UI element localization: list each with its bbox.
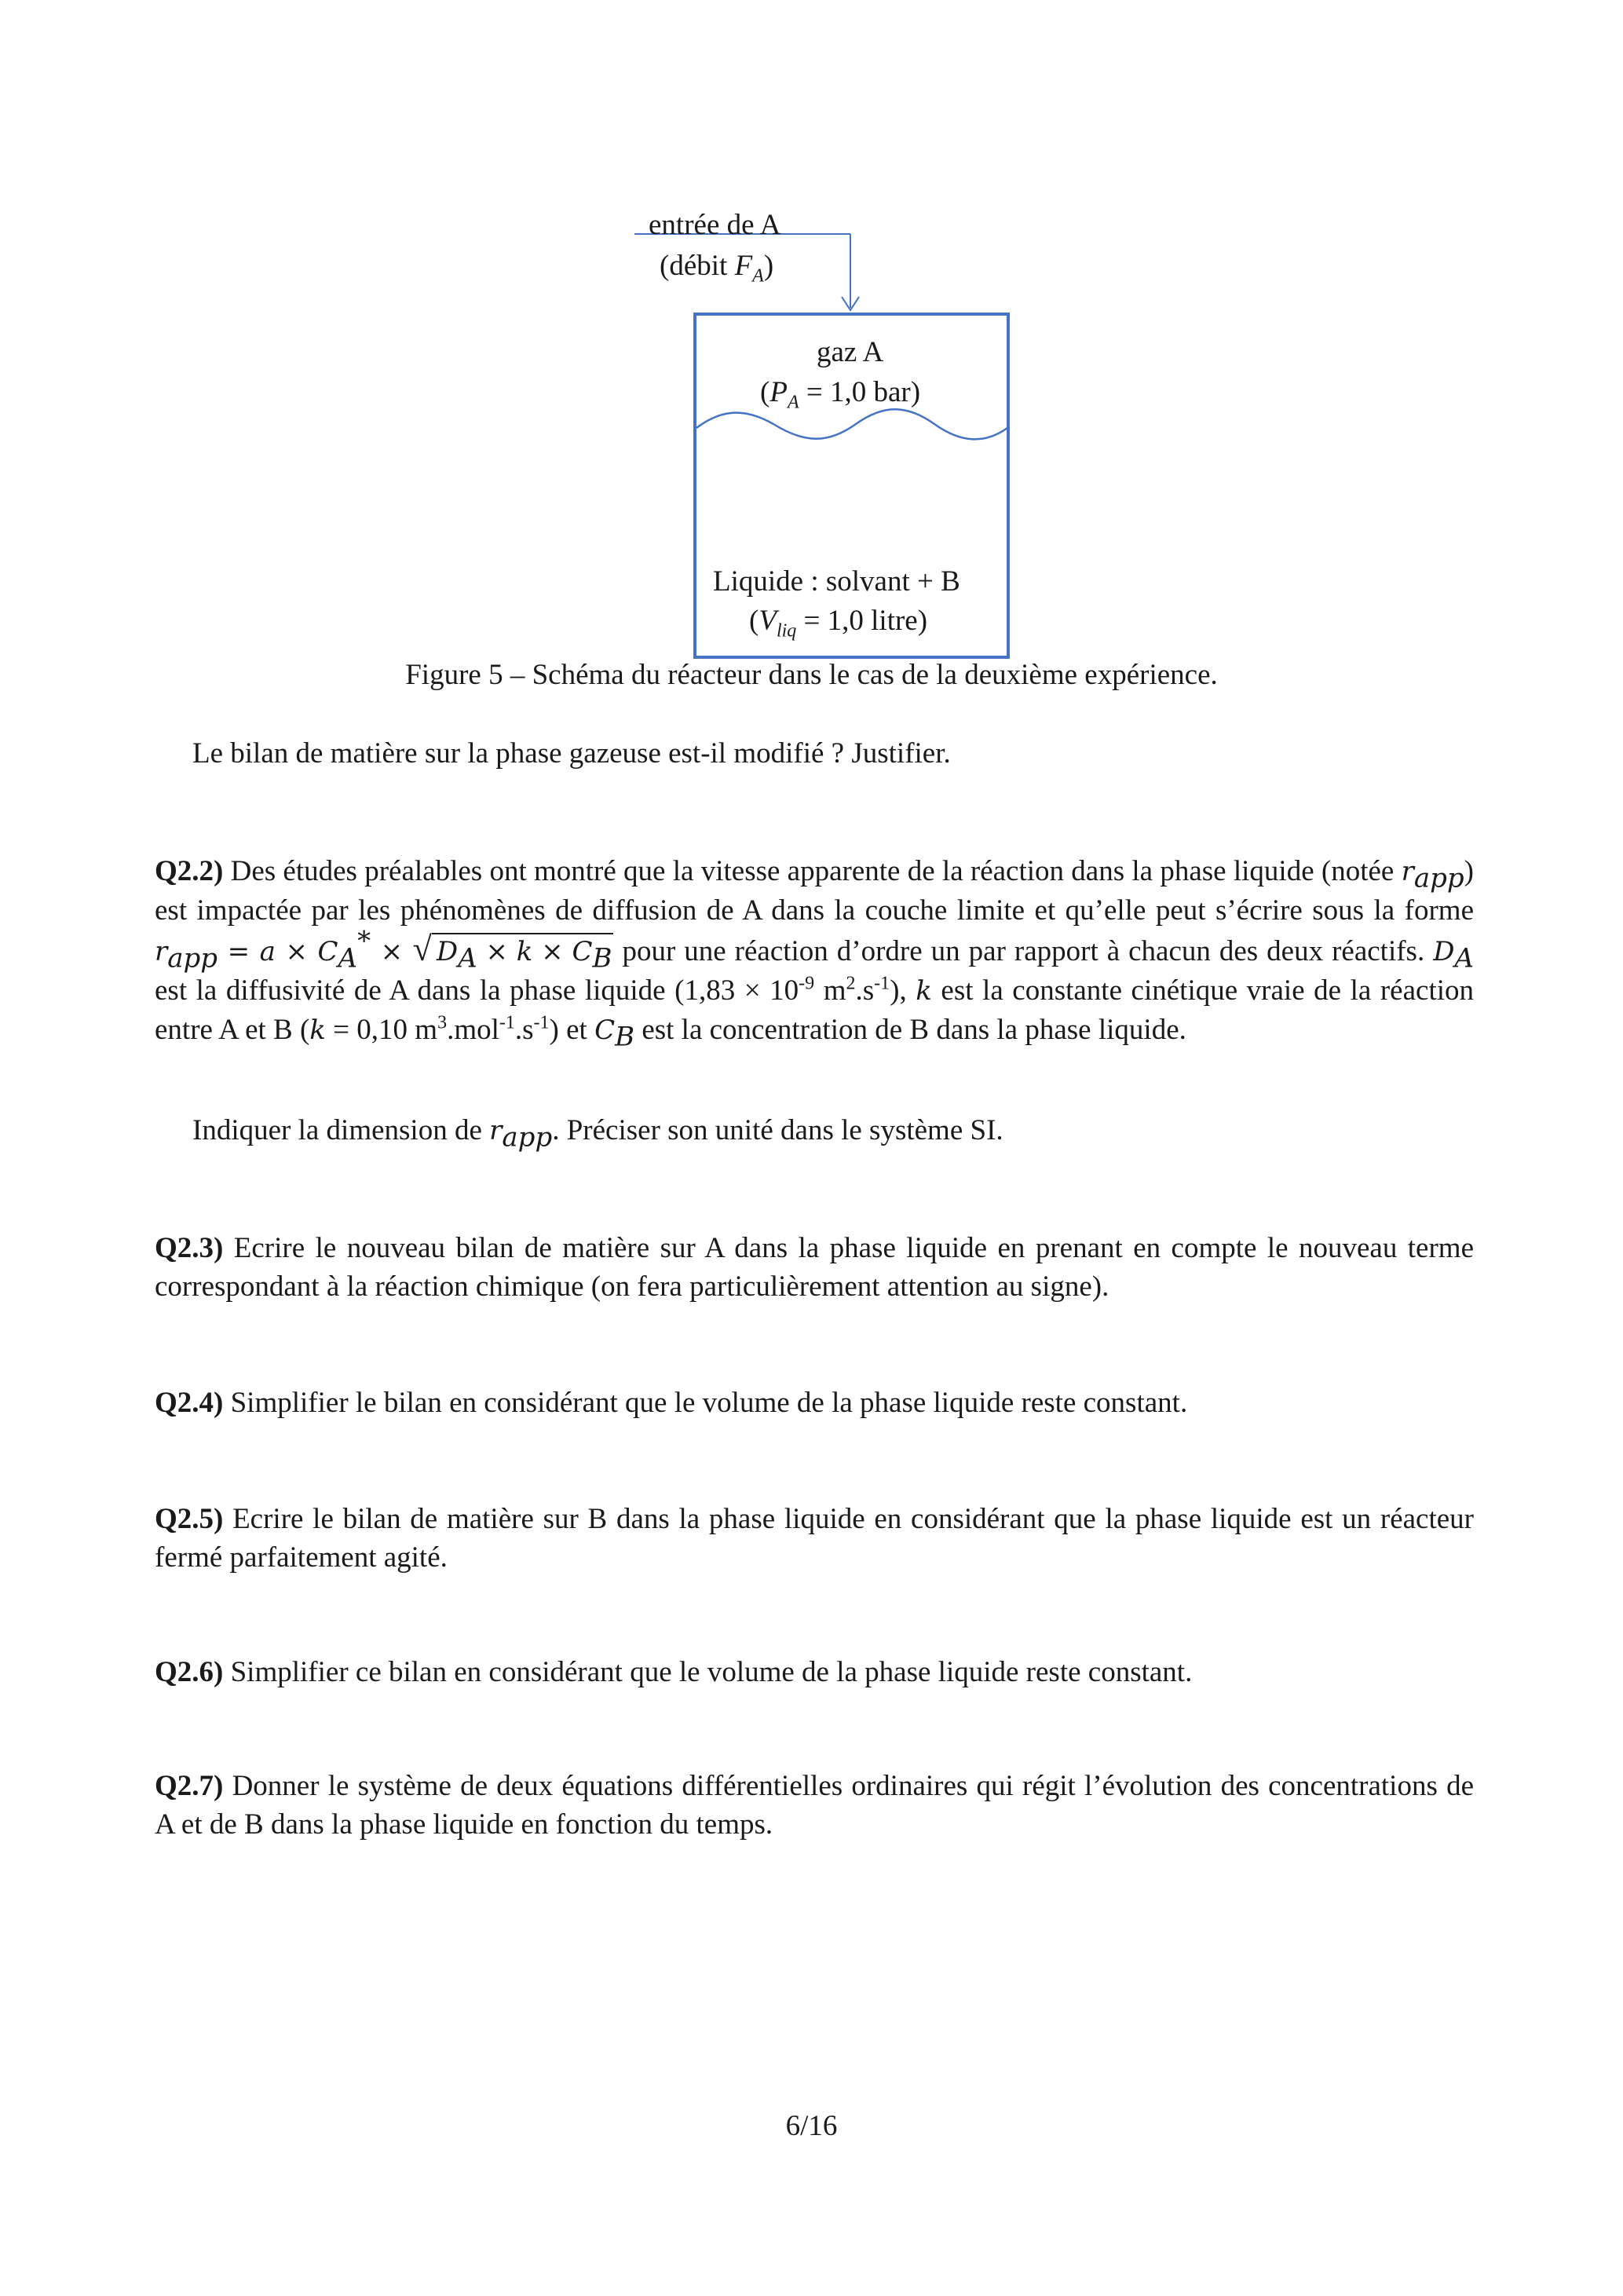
q24-text: Simplifier le bilan en considérant que le volume de la phase liquide reste constant. [223, 1387, 1188, 1419]
liquid-sub: liq [776, 620, 797, 642]
sqrt-d: D [436, 936, 459, 967]
inlet-prefix: (débit [660, 250, 735, 282]
eq-mid: = a × C [217, 936, 338, 967]
question-2-7 [155, 1767, 1474, 1844]
liquid-suffix: = 1,0 litre) [796, 605, 928, 637]
gas-prefix: ( [760, 376, 770, 408]
sup-m1-b: -1 [499, 1012, 515, 1033]
question-2-2 [155, 852, 1475, 1053]
q25-label: Q2.5) [155, 1503, 224, 1535]
p2-r-var: r [489, 1115, 503, 1146]
gas-label-line2 [760, 376, 921, 413]
q22-text-8: est la constante cinétique vraie de la réaction entre A et B ( [155, 974, 1475, 1046]
sup-m1-c: -1 [533, 1012, 550, 1033]
sup-3: 3 [437, 1012, 448, 1033]
q22-text-2: ) est impactée par les phénomènes de diffusion de A dans la couche limite et qu’elle peut s’écrire sous la forme [155, 855, 1474, 927]
gas-sub: A [787, 392, 799, 413]
liquid-label-line2 [749, 605, 928, 642]
gas-var: P [769, 376, 788, 408]
liquid-prefix: ( [749, 605, 759, 637]
q22-text-7: ), [890, 974, 916, 1007]
sup-2: 2 [846, 973, 856, 994]
inlet-suffix: ) [763, 250, 774, 282]
da-sub: A [1454, 942, 1475, 974]
sqrt-body [432, 933, 614, 974]
q22-text-9: = 0,10 m [325, 1014, 438, 1046]
q22-text-11: .s [514, 1014, 534, 1046]
question-2-3 [155, 1229, 1474, 1306]
q22-text-6: .s [855, 974, 875, 1007]
liquid-var: V [758, 605, 777, 637]
gas-suffix: = 1,0 bar) [799, 376, 921, 408]
k-var-b: k [309, 1015, 326, 1046]
cb-var: C [594, 1015, 616, 1046]
exp-m9: -9 [799, 973, 815, 994]
gas-label-line1: gaz A [817, 336, 884, 368]
question-2-6 [155, 1653, 1474, 1691]
q22-text-3: pour une réaction d’ordre un par rapport à chacun des deux réactifs. [613, 935, 1434, 967]
q22-text-1: Des études préalables ont montré que la vitesse apparente de la réaction dans la phase liquide (notée [223, 855, 1402, 887]
dimension-question [192, 1111, 1512, 1153]
k-var-a: k [916, 975, 932, 1007]
eq-r-sub: app [167, 942, 218, 974]
sqrt-d-sub: A [458, 942, 477, 974]
question-2-4 [155, 1384, 1474, 1422]
cb-sub: B [615, 1021, 635, 1053]
p2-text-1: Indiquer la dimension de [192, 1114, 490, 1146]
r-app-var: r [1401, 856, 1414, 887]
eq-times: × [371, 936, 413, 967]
inlet-sub: A [752, 265, 764, 287]
q24-label: Q2.4) [155, 1387, 224, 1419]
question-2-5 [155, 1500, 1474, 1577]
sqrt-cb-sub: B [592, 942, 612, 974]
eq-ca-star: * [357, 925, 371, 957]
inlet-var: F [734, 250, 753, 282]
q22-label: Q2.2) [155, 855, 224, 887]
q22-text-10: .mol [447, 1014, 499, 1046]
r-app-sub: app [1413, 862, 1464, 894]
q22-text-4: est la diffusivité de A dans la phase liquide (1,83 × 10 [155, 974, 799, 1007]
q22-text-13: est la concentration de B dans la phase liquide. [634, 1014, 1186, 1046]
q25-text: Ecrire le bilan de matière sur B dans la phase liquide en considérant que la phase liquide est un réacteur fermé parfaitement agité. [155, 1503, 1474, 1574]
sqrt-mid: × k × C [477, 936, 593, 967]
inlet-label-line2 [660, 250, 774, 287]
p2-r-sub: app [502, 1121, 553, 1153]
sup-m1-a: -1 [874, 973, 890, 994]
liquid-label-line1: Liquide : solvant + B [713, 565, 960, 598]
eq-r: r [155, 936, 168, 967]
figure-caption: Figure 5 – Schéma du réacteur dans le cas de la deuxième expérience. [405, 659, 1218, 691]
page-number: 6/16 [785, 2110, 838, 2142]
q22-text-5: m [814, 974, 846, 1007]
gas-balance-question: Le bilan de matière sur la phase gazeuse est-il modifié ? Justifier. [192, 737, 951, 770]
eq-ca-sub: A [338, 942, 358, 974]
q26-text: Simplifier ce bilan en considérant que le volume de la phase liquide reste constant. [223, 1656, 1193, 1688]
q23-label: Q2.3) [155, 1232, 224, 1264]
q22-text-12: ) et [549, 1014, 595, 1046]
q27-label: Q2.7) [155, 1770, 224, 1802]
q27-text: Donner le système de deux équations différentielles ordinaires qui régit l’évolution des concentrations de A et de B dans la phase liquide en fonction du temps. [155, 1770, 1474, 1841]
inlet-label-line1: entrée de A [649, 209, 781, 241]
q26-label: Q2.6) [155, 1656, 224, 1688]
da-var: D [1433, 936, 1455, 967]
p2-text-2: . Préciser son unité dans le système SI. [552, 1114, 1003, 1146]
sqrt-sign: √ [412, 930, 432, 968]
gas-liquid-interface [696, 409, 1007, 439]
q23-text: Ecrire le nouveau bilan de matière sur A dans la phase liquide en prenant en compte le nouveau terme correspondant à la réaction chimique (on fera particulièrement attention au signe). [155, 1232, 1474, 1303]
